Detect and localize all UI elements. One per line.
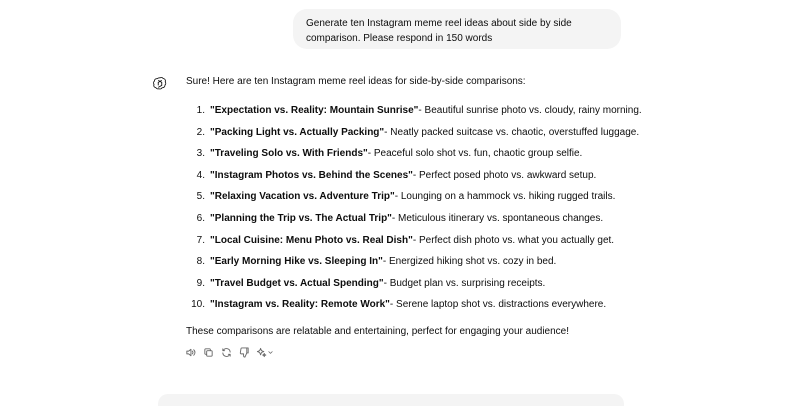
list-item	[186, 190, 642, 212]
idea-title: "Packing Light vs. Actually Packing"	[210, 126, 385, 138]
read-aloud-icon[interactable]	[184, 346, 197, 359]
list-item	[186, 104, 642, 126]
list-item	[186, 212, 642, 234]
user-message-line-1: Generate ten Instagram meme reel ideas about side by side	[306, 18, 572, 29]
idea-description: - Budget plan vs. surprising receipts.	[383, 277, 546, 289]
list-number: 10.	[191, 299, 205, 311]
list-number: 5.	[196, 191, 205, 203]
idea-description: - Serene laptop shot vs. distractions everywhere.	[389, 299, 607, 311]
list-number: 1.	[196, 105, 205, 116]
idea-title: "Early Morning Hike vs. Sleeping In"	[210, 256, 383, 268]
list-number: 4.	[196, 169, 205, 181]
idea-title: "Local Cuisine: Menu Photo vs. Real Dish"	[210, 234, 413, 246]
idea-description: - Neatly packed suitcase vs. chaotic, overstuffed luggage.	[384, 126, 640, 138]
list-number: 2.	[196, 126, 205, 138]
list-number: 8.	[196, 256, 205, 268]
list-item	[186, 255, 642, 277]
user-message-line-2: comparison. Please respond in 150 words	[306, 33, 493, 44]
idea-title: "Planning the Trip vs. The Actual Trip"	[210, 212, 392, 224]
list-number: 3.	[196, 148, 205, 160]
assistant-intro: Sure! Here are ten Instagram meme reel ideas for side-by-side comparisons:	[186, 76, 526, 87]
idea-description: - Perfect posed photo vs. awkward setup.	[412, 169, 597, 181]
list-number: 9.	[196, 277, 205, 289]
message-actions	[184, 346, 274, 359]
idea-title: "Expectation vs. Reality: Mountain Sunrise"	[210, 105, 419, 116]
idea-description: - Perfect dish photo vs. what you actually get.	[412, 234, 615, 246]
idea-title: "Travel Budget vs. Actual Spending"	[210, 277, 384, 289]
ideas-list	[186, 104, 642, 320]
user-message-bubble	[293, 9, 621, 49]
idea-description: - Beautiful sunrise photo vs. cloudy, rainy morning.	[418, 105, 642, 116]
idea-title: "Relaxing Vacation vs. Adventure Trip"	[210, 191, 395, 203]
idea-description: - Energized hiking shot vs. cozy in bed.	[382, 256, 557, 268]
sparkle-model-icon[interactable]	[256, 346, 274, 359]
regenerate-icon[interactable]	[220, 346, 233, 359]
list-item	[186, 169, 642, 191]
list-number: 6.	[196, 212, 205, 224]
list-item	[186, 126, 642, 148]
thumbs-down-icon[interactable]	[238, 346, 251, 359]
chevron-down-icon	[267, 349, 274, 356]
idea-title: "Traveling Solo vs. With Friends"	[210, 148, 368, 160]
list-item	[186, 298, 642, 320]
list-item	[186, 234, 642, 256]
list-item	[186, 277, 642, 299]
idea-description: - Lounging on a hammock vs. hiking rugged trails.	[394, 191, 616, 203]
idea-title: "Instagram vs. Reality: Remote Work"	[210, 299, 390, 311]
idea-description: - Meticulous itinerary vs. spontaneous changes.	[391, 212, 604, 224]
message-composer[interactable]	[158, 394, 624, 406]
assistant-conclusion: These comparisons are relatable and entertaining, perfect for engaging your audience!	[186, 326, 570, 337]
list-item	[186, 147, 642, 169]
idea-description: - Peaceful solo shot vs. fun, chaotic group selfie.	[367, 148, 583, 160]
list-number: 7.	[196, 234, 205, 246]
copy-icon[interactable]	[202, 346, 215, 359]
openai-logo-icon	[152, 75, 168, 91]
idea-title: "Instagram Photos vs. Behind the Scenes"	[210, 169, 413, 181]
